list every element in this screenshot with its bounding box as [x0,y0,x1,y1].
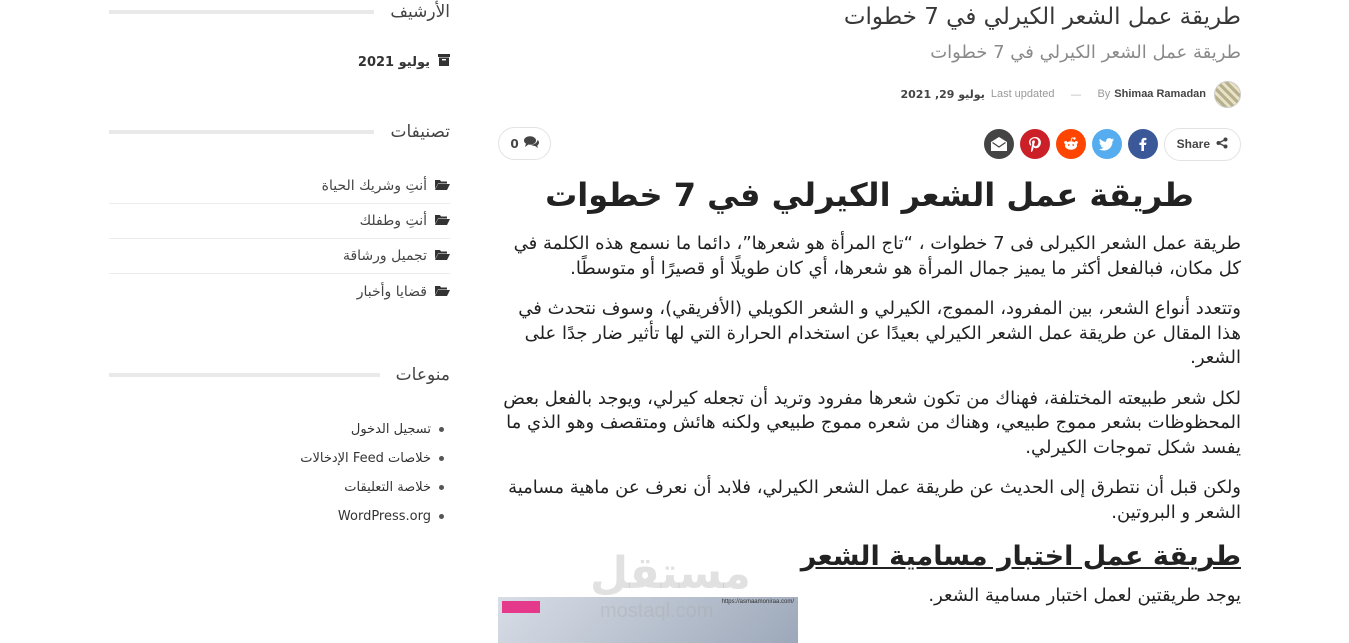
widget-divider [109,130,374,134]
twitter-share-button[interactable] [1092,129,1122,159]
updated-info [901,88,1055,101]
watermark-url: mostaql.com [600,600,714,622]
last-updated-label: Last updated [990,88,1055,100]
article-sub-paragraph: يوجد طريقتين لعمل اختبار مسامية الشعر. [928,585,1241,606]
share-icon [1216,137,1228,152]
misc-link-label: خلاصة التعليقات [344,480,431,495]
archive-item-label: يوليو 2021 [357,54,430,70]
archive-widget-title: الأرشيف [390,2,450,22]
article-subheading: طريقة عمل اختبار مسامية الشعر [800,541,1241,572]
archive-box-icon [438,54,450,70]
reddit-icon [1063,137,1079,151]
post-date: يوليو 29, 2021 [900,87,985,101]
share-bar [984,127,1241,161]
category-label: تجميل ورشاقة [342,248,427,264]
post-subtitle: طريقة عمل الشعر الكيرلي في 7 خطوات [930,42,1241,63]
category-label: قضايا وأخبار [356,283,427,300]
categories-widget-header [109,120,450,144]
misc-link-login[interactable] [109,415,450,444]
category-item[interactable] [109,274,450,309]
sidebar [109,0,450,531]
categories-list [109,169,450,309]
author-byline [1097,88,1206,100]
bullet-icon [439,514,444,519]
author-avatar[interactable] [1214,81,1241,108]
archive-widget [109,0,450,70]
misc-link-entries-feed[interactable] [109,444,450,473]
misc-link-label: تسجيل الدخول [350,422,431,437]
comments-button[interactable] [498,127,551,160]
bullet-icon [439,427,444,432]
misc-widget-title: منوعات [395,365,450,385]
misc-list [109,415,450,531]
email-icon [991,137,1007,151]
article-paragraph-1: طريقة عمل الشعر الكيرلى فى 7 خطوات ، “تاج المرأة هو شعرها”، دائما ما نسمع هذه الكلمة في كل مكان، فبالفعل أكثر ما يميز جمال المرأة هو شعرها، أي كان طويلًا أو قصيرًا أو متوسطًا. [513,233,1241,279]
category-item[interactable] [109,204,450,239]
share-label: Share [1176,137,1210,151]
share-button[interactable] [1164,128,1241,161]
main-content [498,0,1241,643]
category-item[interactable] [109,169,450,204]
bullet-icon [439,485,444,490]
misc-link-comments-feed[interactable] [109,473,450,502]
email-share-button[interactable] [984,129,1014,159]
article-paragraph-4: ولكن قبل أن نتطرق إلى الحديث عن طريقة عمل الشعر الكيرلي، فلابد أن نعرف عن ماهية مسامية الشعر و البروتين. [508,477,1241,523]
image-logo-badge [502,601,540,613]
by-label: By [1097,88,1111,100]
widget-divider [109,373,380,377]
comments-icon [524,136,539,151]
category-item[interactable] [109,239,450,274]
facebook-share-button[interactable] [1128,129,1158,159]
misc-link-wordpress[interactable] [109,502,450,531]
image-url-text: https://asmaamoniraa.com/ [721,599,794,605]
watermark-logo: مستقل [590,548,751,599]
reddit-share-button[interactable] [1056,129,1086,159]
facebook-icon [1136,137,1150,151]
folder-open-icon [435,178,450,194]
category-label: أنتِ وطفلك [359,213,427,229]
bullet-icon [439,456,444,461]
folder-open-icon [435,248,450,264]
categories-widget [109,120,450,309]
post-title: طريقة عمل الشعر الكيرلي في 7 خطوات [843,4,1241,30]
misc-widget [109,363,450,531]
comments-count: 0 [510,136,519,151]
meta-separator: — [1070,87,1082,101]
widget-divider [109,10,374,14]
twitter-icon [1099,138,1114,151]
misc-widget-header [109,363,450,387]
pinterest-share-button[interactable] [1020,129,1050,159]
category-label: أنتِ وشريك الحياة [321,178,427,194]
author-name[interactable]: Shimaa Ramadan [1114,88,1206,100]
archive-widget-header [109,0,450,24]
pinterest-icon [1029,137,1041,152]
article-paragraph-3: لكل شعر طبيعته المختلفة، فهناك من تكون شعرها مفرود وتريد أن تجعله كيرلي، ويوجد بالفعل بعض المحظوظات بشعر مموج طبيعي، وهناك من شعره مموج طبيعي ولكنه هائش ومتقصف وهو الذي ما يفسد شكل تموجات الكيرلي. [503,387,1241,458]
folder-open-icon [435,213,450,229]
folder-open-icon [435,284,450,300]
article-heading: طريقة عمل الشعر الكيرلي في 7 خطوات [545,176,1194,214]
misc-link-label: WordPress.org [337,509,431,524]
misc-link-label: خلاصات Feed الإدخالات [300,451,431,466]
archive-item[interactable] [109,54,450,70]
post-meta [901,80,1242,108]
categories-widget-title: تصنيفات [390,122,450,142]
article-paragraph-2: وتتعدد أنواع الشعر، بين المفرود، المموج، الكيرلي و الشعر الكويلي (الأفريقي)، وسوف نتحدث في هذا المقال عن طريقة عمل الشعر الكيرلي بعيدًا عن استخدام الحرارة التي لها تأثير ضار جدًا على الشعر. [518,298,1241,368]
